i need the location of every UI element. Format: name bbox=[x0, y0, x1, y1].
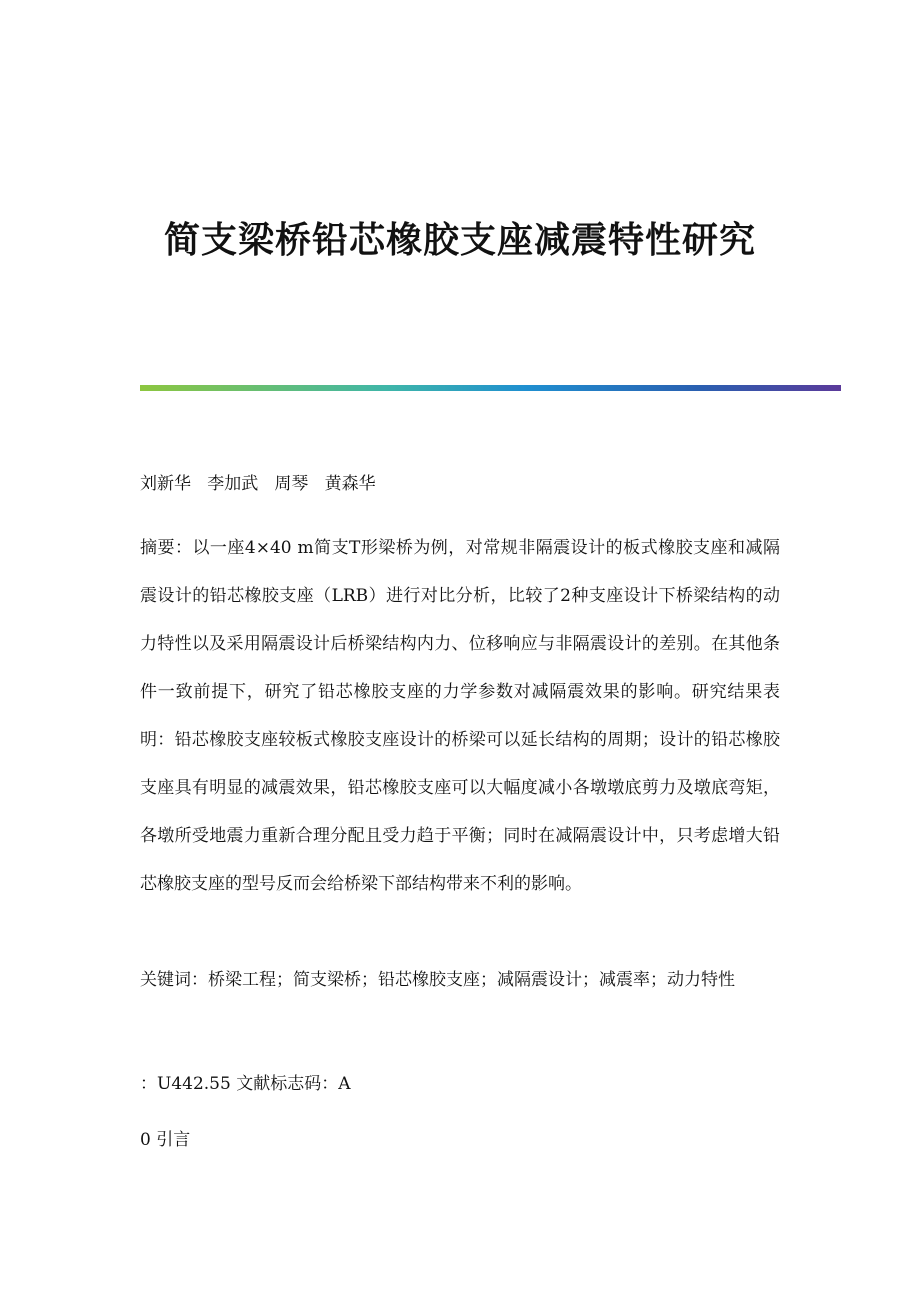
author-list: 刘新华 李加武 周琴 黄森华 bbox=[140, 474, 376, 494]
paper-title: 简支梁桥铅芯橡胶支座减震特性研究 bbox=[163, 219, 756, 261]
gradient-divider bbox=[140, 385, 841, 391]
keywords-paragraph: 关键词：桥梁工程；简支梁桥；铅芯橡胶支座；减隔震设计；减震率；动力特性 bbox=[140, 970, 735, 990]
section-heading-introduction: 0 引言 bbox=[140, 1130, 191, 1150]
abstract-paragraph: 摘要：以一座4×40 m简支T形梁桥为例，对常规非隔震设计的板式橡胶支座和减隔震设计的铅芯橡胶支座（LRB）进行对比分析，比较了2种支座设计下桥梁结构的动力特性以及采用隔震设计后桥梁结构内力、位移响应与非隔震设计的差别。在其他条件一致前提下，研究了铅芯橡胶支座的力学参数对减隔震效果的影响。研究结果表明：铅芯橡胶支座较板式橡胶支座设计的桥梁可以延长结构的周期；设计的铅芯橡胶支座具有明显的减震效果，铅芯橡胶支座可以大幅度减小各墩墩底剪力及墩底弯矩，各墩所受地震力重新合理分配且受力趋于平衡；同时在减隔震设计中，只考虑增大铅芯橡胶支座的型号反而会给桥梁下部结构带来不利的影响。 bbox=[140, 538, 780, 894]
classification-line: ：U442.55 文献标志码：A bbox=[140, 1074, 351, 1094]
